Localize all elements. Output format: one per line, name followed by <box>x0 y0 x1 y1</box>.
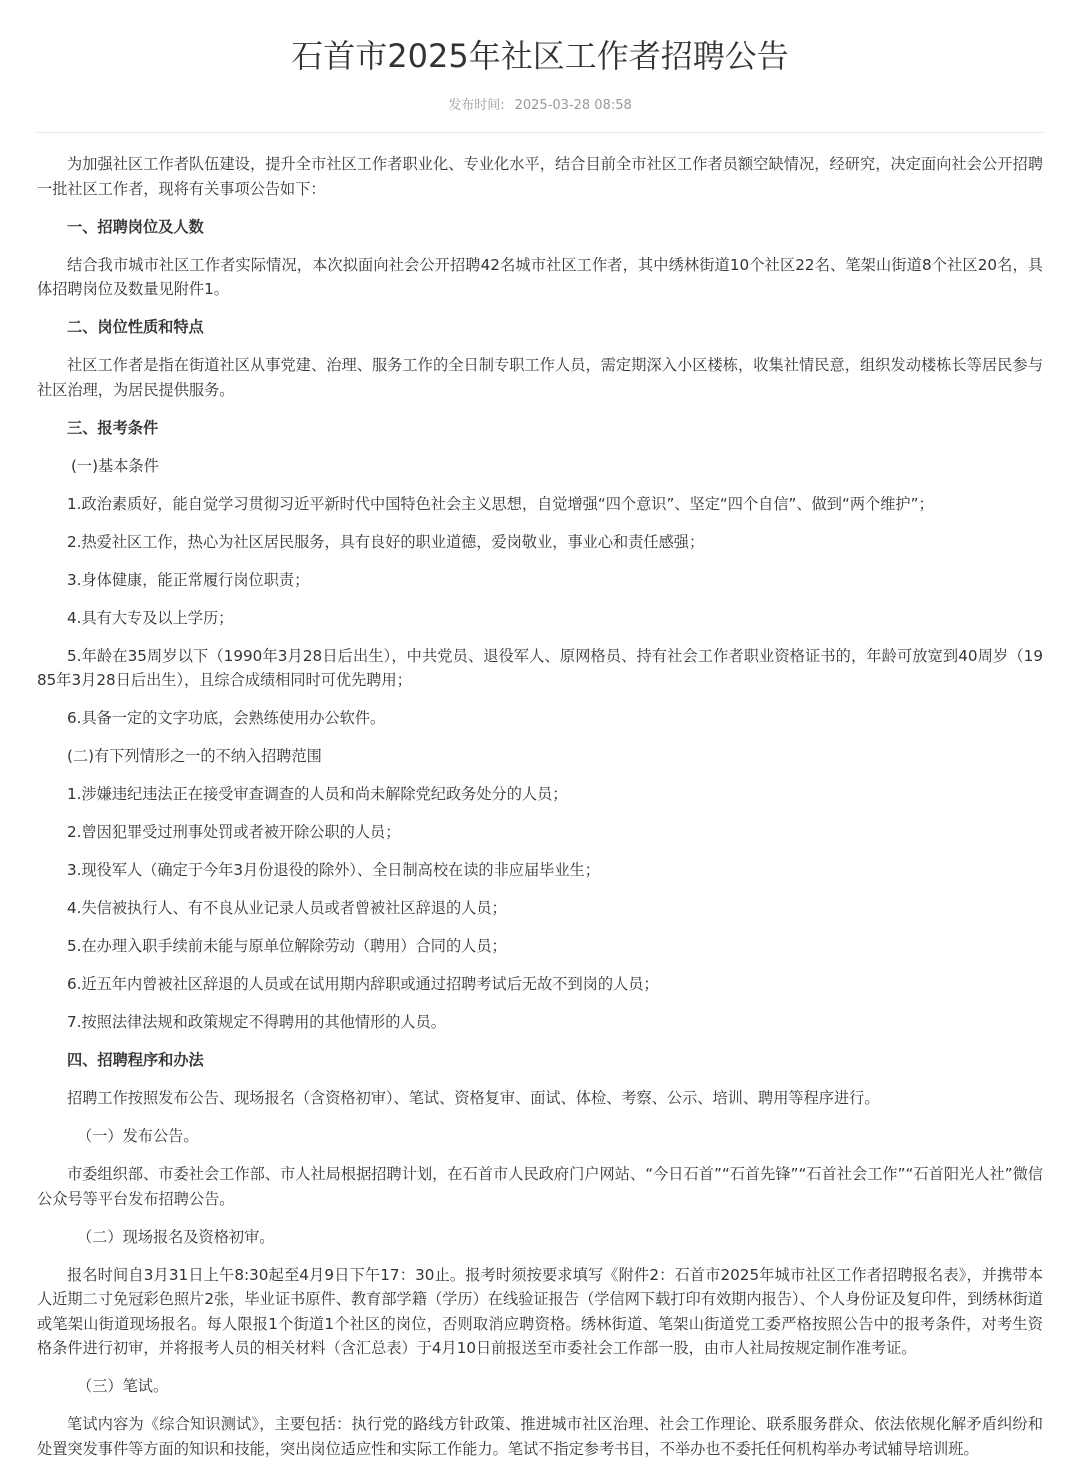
paragraph: 市委组织部、市委社会工作部、市人社局根据招聘计划，在石首市人民政府门户网站、“今日石首”“石首先锋”“石首社会工作”“石首阳光人社”微信公众号等平台发布招聘公告。 <box>37 1165 1043 1208</box>
paragraph: 结合我市城市社区工作者实际情况，本次拟面向社会公开招聘42名城市社区工作者，其中绣林街道10个社区22名、笔架山街道8个社区20名，具体招聘岗位及数量见附件1。 <box>37 255 1043 298</box>
list-item: 7.按照法律法规和政策规定不得聘用的其他情形的人员。 <box>67 1013 446 1031</box>
list-item: 6.具备一定的文字功底，会熟练使用办公软件。 <box>67 709 386 727</box>
article-content <box>37 152 1043 1461</box>
list-item: 2.热爱社区工作，热心为社区居民服务，具有良好的职业道德，爱岗敬业，事业心和责任感强； <box>67 532 705 551</box>
subsection-heading: (一)基本条件 <box>71 456 159 475</box>
list-item: 3.身体健康，能正常履行岗位职责； <box>67 570 310 589</box>
list-item: 6.近五年内曾被社区辞退的人员或在试用期内辞职或通过招聘考试后无故不到岗的人员； <box>67 975 659 993</box>
paragraph: 社区工作者是指在街道社区从事党建、治理、服务工作的全日制专职工作人员，需定期深入小区楼栋，收集社情民意，组织发动楼栋长等居民参与社区治理，为居民提供服务。 <box>37 356 1043 399</box>
title-divider <box>37 132 1043 133</box>
section-heading: 四、招聘程序和办法 <box>67 1051 204 1069</box>
list-item: 2.曾因犯罪受过刑事处罚或者被开除公职的人员； <box>67 823 401 841</box>
list-item: 1.涉嫌违纪违法正在接受审查调查的人员和尚未解除党纪政务处分的人员； <box>67 785 568 803</box>
list-item: 5.年龄在35周岁以下（1990年3月28日后出生），中共党员、退役军人、原网格员、持有社会工作者职业资格证书的，年龄可放宽到40周岁（1985年3月28日后出生），且综合成绩相同时可优先聘用； <box>37 646 1043 689</box>
intro-paragraph: 为加强社区工作者队伍建设，提升全市社区工作者职业化、专业化水平，结合目前全市社区工作者员额空缺情况，经研究，决定面向社会公开招聘一批社区工作者，现将有关事项公告如下： <box>37 155 1043 198</box>
paragraph: 招聘工作按照发布公告、现场报名（含资格初审）、笔试、资格复审、面试、体检、考察、公示、培训、聘用等程序进行。 <box>67 1089 880 1107</box>
list-item: 5.在办理入职手续前未能与原单位解除劳动（聘用）合同的人员； <box>67 937 507 955</box>
list-item: 3.现役军人（确定于今年3月份退役的除外）、全日制高校在读的非应届毕业生； <box>67 861 600 879</box>
subsection-heading: （二）现场报名及资格初审。 <box>77 1227 275 1246</box>
subsection-heading: (二)有下列情形之一的不纳入招聘范围 <box>67 747 322 765</box>
publish-label: 发布时间: <box>448 98 505 113</box>
list-item: 4.失信被执行人、有不良从业记录人员或者曾被社区辞退的人员； <box>67 899 507 917</box>
publish-meta <box>37 97 1043 115</box>
section-heading: 三、报考条件 <box>67 418 159 437</box>
subsection-heading: （三）笔试。 <box>77 1377 169 1395</box>
paragraph: 笔试内容为《综合知识测试》，主要包括：执行党的路线方针政策、推进城市社区治理、社会工作理论、联系服务群众、依法依规化解矛盾纠纷和处置突发事件等方面的知识和技能，突出岗位适应性和实际工作能力。笔试不指定参考书目，不举办也不委托任何机构举办考试辅导培训班。 <box>37 1415 1043 1458</box>
list-item: 4.具有大专及以上学历； <box>67 608 234 627</box>
section-heading: 二、岗位性质和特点 <box>67 318 204 336</box>
subsection-heading: （一）发布公告。 <box>77 1127 199 1145</box>
section-heading: 一、招聘岗位及人数 <box>67 217 204 236</box>
publish-time: 2025-03-28 08:58 <box>514 98 632 113</box>
list-item: 1.政治素质好，能自觉学习贯彻习近平新时代中国特色社会主义思想，自觉增强“四个意识”、坚定“四个自信”、做到“两个维护”； <box>67 494 934 513</box>
paragraph: 报名时间自3月31日上午8:30起至4月9日下午17：30止。报考时须按要求填写《附件2：石首市2025年城市社区工作者招聘报名表》，并携带本人近期二寸免冠彩色照片2张，毕业证书原件、教育部学籍（学历）在线验证报告（学信网下载打印有效期内报告）、个人身份证及复印件，到绣林街道或笔架山街道现场报名。每人限报1个街道1个社区的岗位，否则取消应聘资格。绣林街道、笔架山街道党工委严格按照公告中的报考条件，对考生资格条件进行初审，并将报考人员的相关材料（含汇总表）于4月10日前报送至市委社会工作部一股，由市人社局按规定制作准考证。 <box>37 1265 1043 1357</box>
page-title: 石首市2025年社区工作者招聘公告 <box>291 37 789 75</box>
